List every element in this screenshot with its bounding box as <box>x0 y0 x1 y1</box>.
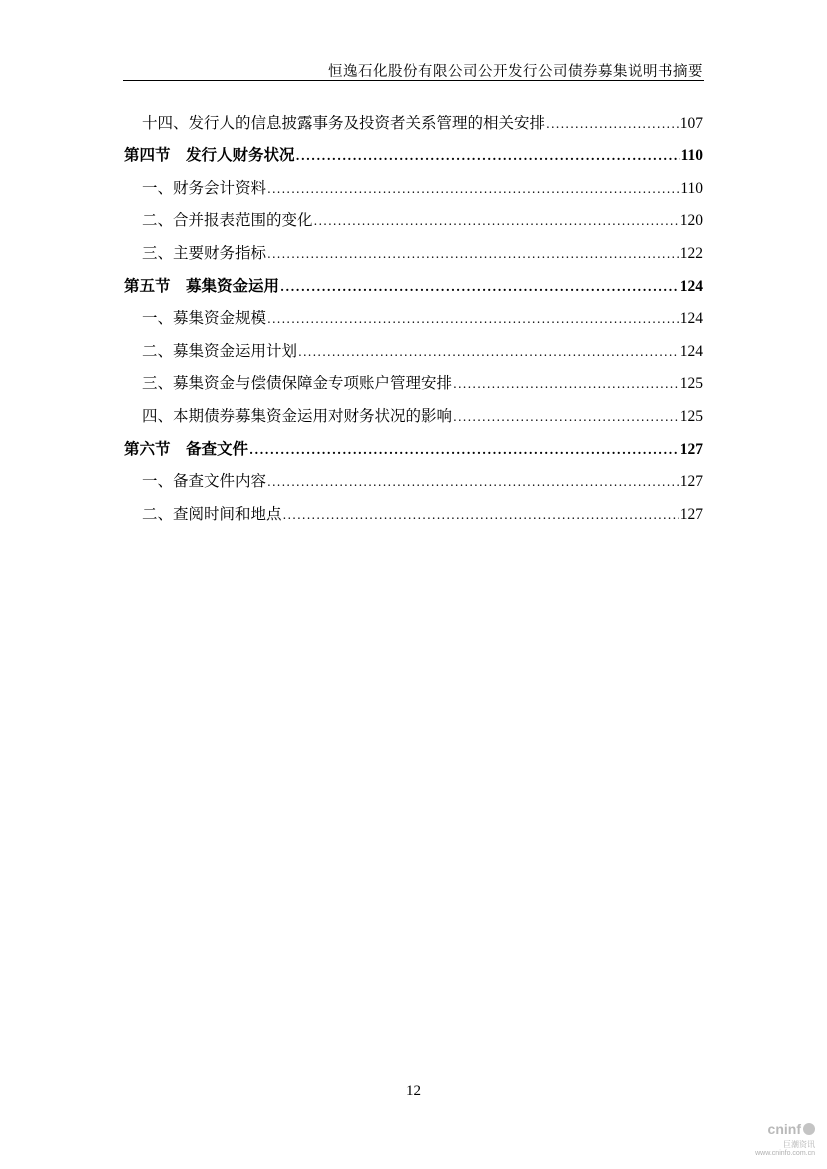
toc-leader-dots <box>267 310 679 328</box>
toc-leader-dots <box>283 506 679 524</box>
toc-leader-dots <box>453 408 679 426</box>
toc-leader-dots <box>249 441 679 459</box>
toc-entry-page: 107 <box>679 114 703 132</box>
toc-entry[interactable] <box>124 426 703 459</box>
toc-entry-label: 第五节 募集资金运用 <box>124 275 280 295</box>
toc-leader-dots <box>453 375 679 393</box>
toc-entry[interactable] <box>124 165 703 198</box>
toc-leader-dots <box>296 147 680 165</box>
toc-entry-page: 124 <box>679 277 703 295</box>
toc-entry[interactable] <box>124 198 703 231</box>
toc-entry-page: 125 <box>679 407 703 425</box>
toc-entry-label: 十四、发行人的信息披露事务及投资者关系管理的相关安排 <box>142 113 546 132</box>
toc-entry-label: 一、备查文件内容 <box>142 472 267 491</box>
toc-entry-page: 120 <box>679 212 703 230</box>
toc-leader-dots <box>314 212 679 230</box>
logo-mark-icon <box>803 1123 815 1135</box>
toc-entry-page: 110 <box>680 147 703 165</box>
document-header-title: 恒逸石化股份有限公司公开发行公司债券募集说明书摘要 <box>328 64 703 80</box>
table-of-contents <box>124 100 703 524</box>
toc-entry-page: 110 <box>680 179 703 197</box>
toc-leader-dots <box>267 245 679 263</box>
toc-entry-label: 三、主要财务指标 <box>142 243 267 262</box>
toc-entry-page: 124 <box>679 342 703 360</box>
toc-entry-label: 一、募集资金规模 <box>142 309 267 328</box>
page-number: 12 <box>406 1083 421 1099</box>
toc-entry-page: 125 <box>679 375 703 393</box>
toc-entry-label: 第六节 备查文件 <box>124 438 249 458</box>
toc-entry[interactable] <box>124 361 703 394</box>
cninfo-watermark-logo <box>753 1119 815 1157</box>
toc-entry[interactable] <box>124 100 703 133</box>
toc-entry-label: 二、募集资金运用计划 <box>142 341 298 360</box>
logo-url: www.cninfo.com.cn <box>755 1150 815 1157</box>
toc-leader-dots <box>267 473 679 491</box>
toc-entry-label: 三、募集资金与偿债保障金专项账户管理安排 <box>142 374 453 393</box>
toc-entry[interactable] <box>124 459 703 492</box>
logo-brand <box>768 1121 815 1137</box>
toc-entry[interactable] <box>124 393 703 426</box>
header-divider <box>123 80 704 81</box>
toc-leader-dots <box>546 115 679 133</box>
toc-entry-label: 四、本期债券募集资金运用对财务状况的影响 <box>142 406 453 425</box>
toc-entry-page: 127 <box>679 473 703 491</box>
toc-entry-page: 124 <box>679 310 703 328</box>
toc-entry-label: 第四节 发行人财务状况 <box>124 145 295 165</box>
toc-entry[interactable] <box>124 296 703 329</box>
toc-entry[interactable] <box>124 230 703 263</box>
toc-entry-page: 127 <box>679 440 703 458</box>
toc-entry-page: 122 <box>679 244 703 262</box>
toc-entry-label: 一、财务会计资料 <box>142 178 267 197</box>
toc-leader-dots <box>267 180 679 198</box>
toc-leader-dots <box>298 343 679 361</box>
toc-entry-label: 二、合并报表范围的变化 <box>142 211 313 230</box>
toc-entry[interactable] <box>124 491 703 524</box>
toc-entry[interactable] <box>124 263 703 296</box>
toc-entry[interactable] <box>124 133 703 166</box>
toc-leader-dots <box>280 278 679 296</box>
logo-brand-text: cninf <box>767 1121 801 1137</box>
logo-chinese-name: 巨潮资讯 <box>783 1140 815 1149</box>
toc-entry-page: 127 <box>679 505 703 523</box>
toc-entry[interactable] <box>124 328 703 361</box>
toc-entry-label: 二、查阅时间和地点 <box>142 504 282 523</box>
